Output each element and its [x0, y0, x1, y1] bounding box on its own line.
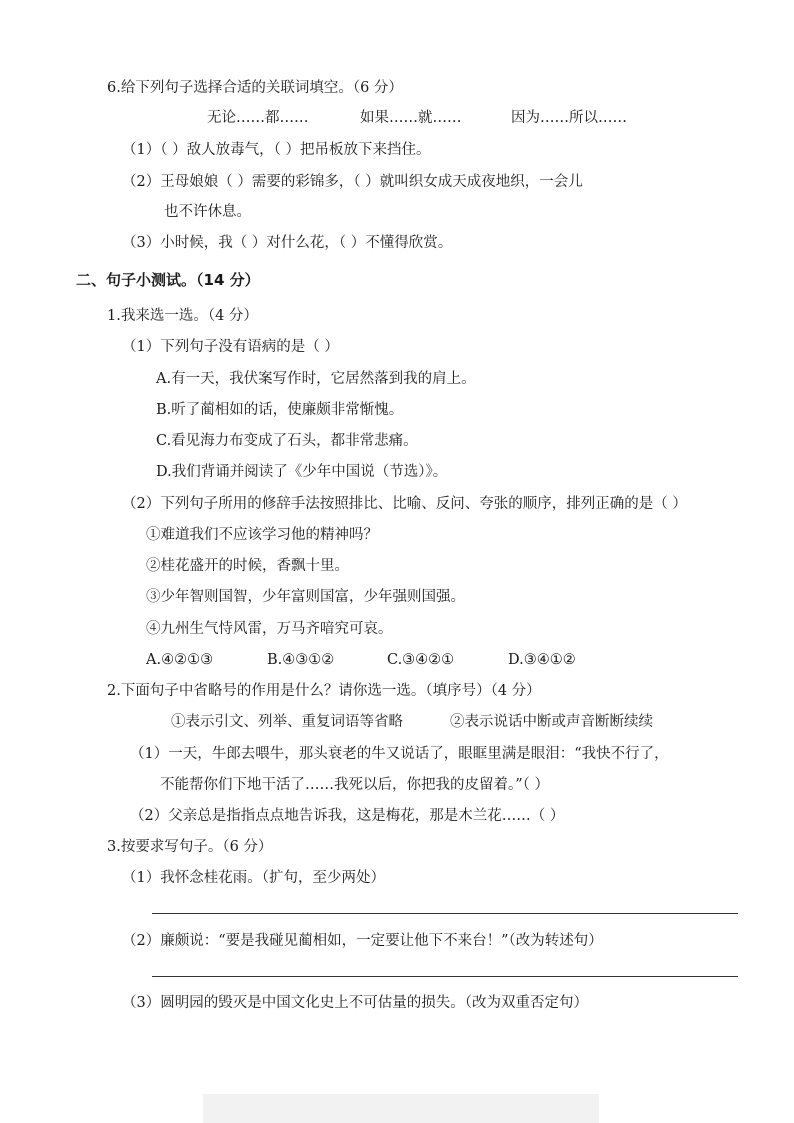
q3-title: 3.按要求写句子。（6 分） [107, 839, 273, 855]
q2-option-1: ①表示引文、列举、重复词语等省略 [171, 714, 403, 730]
q6-title: 6.给下列句子选择合适的关联词填空。（6 分） [107, 80, 403, 96]
q6-item-3: （3）小时候，我（ ）对什么花，（ ）不懂得欣赏。 [122, 235, 453, 251]
answer-line-1 [152, 913, 738, 914]
q3-item-2: （2）廉颇说：“要是我碰见蔺相如，一定要让他下不来台！”（改为转述句） [122, 933, 603, 949]
q1-sub2-sentence-2: ②桂花盛开的时候，香飘十里。 [146, 558, 349, 574]
answer-line-2 [152, 976, 738, 977]
q2-item-1-line-1: （1）一天，牛郎去喂牛，那头衰老的牛又说话了，眼眶里满是眼泪：“我快不行了， [130, 746, 669, 762]
footer-bar [203, 1094, 599, 1123]
q2-title: 2.下面句子中省略号的作用是什么？请你选一选。（填序号）（4 分） [107, 683, 541, 699]
q6-item-1: （1）（ ）敌人放毒气，（ ）把吊板放下来挡住。 [122, 142, 431, 158]
q1-sub1-option-d: D.我们背诵并阅读了《少年中国说（节选）》。 [156, 464, 448, 480]
q1-sub2-sentence-1: ①难道我们不应该学习他的精神吗？ [146, 527, 378, 543]
q1-sub2-choice-b: B.④③①② [267, 652, 335, 668]
q6-item-2-line-2: 也不许休息。 [164, 204, 251, 220]
q1-sub2-sentence-4: ④九州生气恃风雷，万马齐喑究可哀。 [146, 621, 393, 637]
q1-sub2-choice-a: A.④②①③ [146, 652, 214, 668]
q1-title: 1.我来选一选。（4 分） [107, 308, 258, 324]
q1-sub2-stem: （2）下列句子所用的修辞手法按照排比、比喻、反问、夸张的顺序，排列正确的是（ ） [122, 496, 687, 512]
q1-sub2-choice-c: C.③④②① [387, 652, 455, 668]
q1-sub2-choice-d: D.③④①② [508, 652, 576, 668]
q6-option-1: 无论……都…… [207, 110, 309, 126]
q6-item-2-line-1: （2）王母娘娘（ ）需要的彩锦多，（ ）就叫织女成天成夜地织，一会儿 [122, 174, 583, 190]
q3-item-1: （1）我怀念桂花雨。（扩句，至少两处） [122, 870, 385, 886]
q1-sub1-option-c: C.看见海力布变成了石头，都非常悲痛。 [156, 433, 418, 449]
q2-option-2: ②表示说话中断或声音断断续续 [450, 714, 653, 730]
section-2-title: 二、句子小测试。（14 分） [76, 271, 260, 289]
q1-sub1-option-a: A.有一天，我伏案写作时，它居然落到我的肩上。 [156, 371, 476, 387]
q6-option-2: 如果……就…… [360, 110, 462, 126]
q6-option-3: 因为……所以…… [511, 110, 627, 126]
q3-item-3: （3）圆明园的毁灭是中国文化史上不可估量的损失。（改为双重否定句） [122, 995, 588, 1011]
q1-sub1-stem: （1）下列句子没有语病的是（ ） [122, 339, 339, 355]
q2-item-2: （2）父亲总是指指点点地告诉我，这是梅花，那是木兰花……（ ） [130, 808, 565, 824]
q2-item-1-line-2: 不能帮你们下地干活了……我死以后，你把我的皮留着。”（ ） [160, 777, 550, 793]
q1-sub2-sentence-3: ③少年智则国智，少年富则国富，少年强则国强。 [146, 589, 465, 605]
q1-sub1-option-b: B.听了蔺相如的话，使廉颇非常惭愧。 [156, 402, 404, 418]
